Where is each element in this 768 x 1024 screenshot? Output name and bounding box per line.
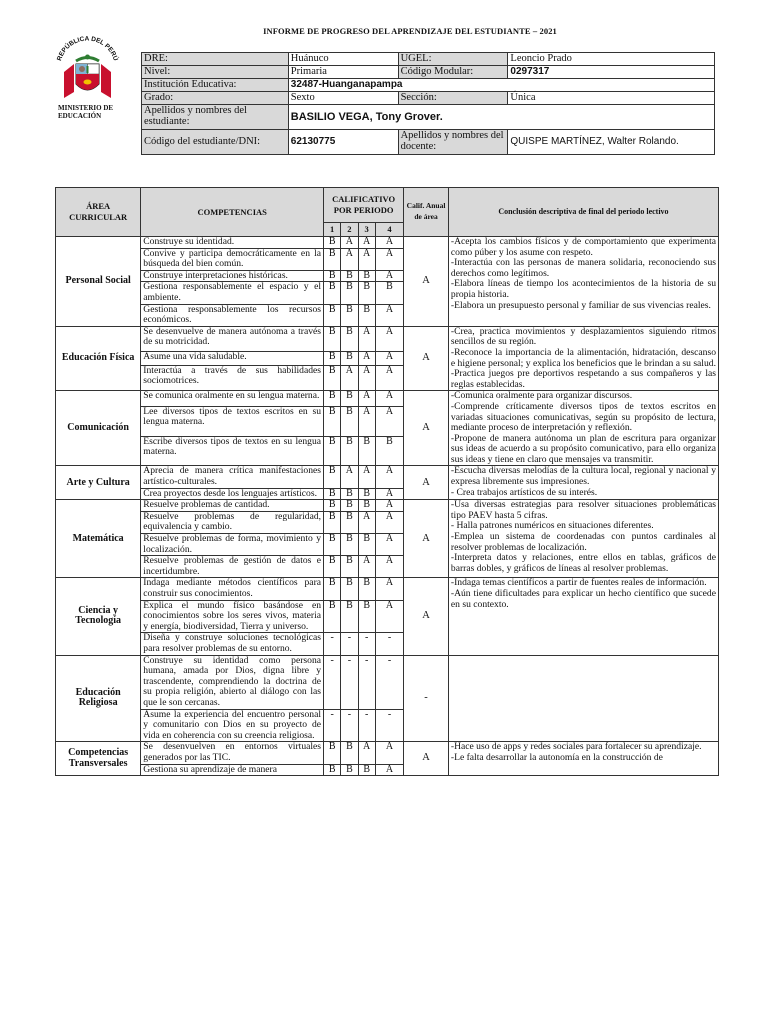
- conclusion-line: -Interpreta datos y relaciones, entre ellos en tablas, gráficos de barras dobles, y gráficos de líneas al resolver problemas.: [450, 552, 716, 574]
- grade-period-4: B: [375, 282, 403, 304]
- grade-period-4: B: [375, 436, 403, 466]
- grade-period-2: B: [341, 500, 358, 512]
- grade-period-2: B: [341, 578, 358, 600]
- area-name: Arte y Cultura: [56, 466, 141, 500]
- grade-period-4: -: [375, 633, 403, 655]
- grade-period-3: A: [358, 406, 375, 436]
- grade-period-3: B: [358, 600, 375, 633]
- grade-period-3: B: [358, 304, 375, 326]
- info-row: [142, 53, 715, 66]
- conclusion-line: -Aún tiene dificultades para explicar un hecho científico que sucede en su contexto.: [450, 588, 716, 610]
- grade-period-1: B: [324, 304, 341, 326]
- annual-grade: A: [404, 500, 449, 578]
- area-name: Educación Física: [56, 326, 141, 391]
- grade-period-3: A: [358, 237, 375, 249]
- area-name: Matemática: [56, 500, 141, 578]
- competencia-text: Resuelve problemas de gestión de datos e incertidumbre.: [141, 556, 324, 578]
- estudiante-label: Apellidos y nombres del estudiante:: [142, 105, 289, 130]
- grade-period-1: B: [324, 500, 341, 512]
- codigo-estudiante-value: 62130775: [288, 130, 398, 155]
- conclusion-line: -Propone de manera autónoma un plan de escritura para organizar sus ideas de acuerdo a su propósito comunicativo, para ello organiza sus ideas y tiene en claro que mensajes va transmitir.: [450, 432, 716, 465]
- competencia-text: Crea proyectos desde los lenguajes artísticos.: [141, 488, 324, 500]
- competencia-text: Explica el mundo físico basándose en conocimientos sobre los seres vivos, materia y energía, biodiversidad, Tierra y universo.: [141, 600, 324, 633]
- dre-value: Huánuco: [288, 53, 398, 66]
- grade-period-3: -: [358, 633, 375, 655]
- grade-period-4: A: [375, 248, 403, 270]
- header-row: [56, 188, 719, 223]
- grade-period-4: A: [375, 391, 403, 407]
- grade-period-4: A: [375, 488, 403, 500]
- grade-period-1: B: [324, 436, 341, 466]
- competencia-text: Gestiona su aprendizaje de manera: [141, 764, 324, 776]
- area-name: Competencias Transversales: [56, 742, 141, 776]
- competencia-text: Se desenvuelve de manera autónoma a través de su motricidad.: [141, 326, 324, 352]
- competencia-row: [56, 391, 719, 407]
- grade-period-4: A: [375, 511, 403, 533]
- competencia-row: [56, 578, 719, 600]
- grade-period-2: B: [341, 534, 358, 556]
- competencia-text: Construye su identidad.: [141, 237, 324, 249]
- ministry-label: [58, 104, 113, 120]
- conclusion-line: -Indaga temas científicos a partir de fuentes reales de información.: [450, 577, 707, 589]
- header-period-3: 3: [358, 223, 375, 237]
- grade-period-1: B: [324, 488, 341, 500]
- grade-period-2: B: [341, 511, 358, 533]
- grade-period-3: A: [358, 466, 375, 488]
- grade-period-4: A: [375, 500, 403, 512]
- info-row: [142, 79, 715, 92]
- grade-period-4: A: [375, 742, 403, 764]
- competencia-row: [56, 742, 719, 764]
- institucion-label: Institución Educativa:: [142, 79, 289, 92]
- header-calificativo: CALIFICATIVO POR PERIODO: [324, 188, 404, 223]
- grade-period-1: -: [324, 633, 341, 655]
- area-name: Ciencia y Tecnología: [56, 578, 141, 655]
- grade-period-4: A: [375, 406, 403, 436]
- seccion-label: Sección:: [398, 92, 508, 105]
- docente-label: Apellidos y nombres del docente:: [398, 130, 508, 155]
- grade-period-4: A: [375, 600, 403, 633]
- grade-period-3: B: [358, 270, 375, 282]
- annual-grade: A: [404, 578, 449, 655]
- competencia-row: [56, 466, 719, 488]
- competencia-text: Construye su identidad como persona humana, amada por Dios, digna libre y trascendente, comprendiendo la doctrina de su propia religión, abierto al diálogo con las que le son cercanas.: [141, 655, 324, 709]
- conclusion-line: -Escucha diversas melodías de la cultura local, regional y nacional y expresa libremente sus impresiones.: [450, 465, 716, 488]
- competencia-text: Asume una vida saludable.: [141, 352, 324, 365]
- header-period-4: 4: [375, 223, 403, 237]
- grade-period-1: B: [324, 282, 341, 304]
- grade-period-4: A: [375, 270, 403, 282]
- grade-period-1: B: [324, 556, 341, 578]
- conclusion-line: -Hace uso de apps y redes sociales para fortalecer su aprendizaje.: [450, 741, 702, 753]
- conclusion-line: -Elabora líneas de tiempo los acontecimientos de la historia de su propia historia.: [450, 278, 716, 300]
- grade-period-1: B: [324, 578, 341, 600]
- competencia-text: Gestiona responsablemente los recursos económicos.: [141, 304, 324, 326]
- grades-table: [55, 187, 719, 776]
- ugel-value: Leoncio Prado: [508, 53, 715, 66]
- grade-period-2: B: [341, 556, 358, 578]
- grado-label: Grado:: [142, 92, 289, 105]
- grade-period-3: A: [358, 391, 375, 407]
- grade-period-2: -: [341, 633, 358, 655]
- grade-period-3: B: [358, 488, 375, 500]
- grade-period-2: B: [341, 488, 358, 500]
- conclusion-line: -Usa diversas estrategias para resolver situaciones problemáticas tipo PAEV hasta 5 cifras.: [450, 499, 716, 521]
- grade-period-3: A: [358, 365, 375, 391]
- grade-period-2: A: [341, 365, 358, 391]
- document-title: INFORME DE PROGRESO DEL APRENDIZAJE DEL ESTUDIANTE – 2021: [263, 26, 557, 36]
- competencia-text: Diseña y construye soluciones tecnológicas para resolver problemas de su entorno.: [141, 633, 324, 655]
- annual-grade: A: [404, 466, 449, 500]
- header-period-2: 2: [341, 223, 358, 237]
- grade-period-1: B: [324, 742, 341, 764]
- info-row: [142, 92, 715, 105]
- grade-period-1: B: [324, 391, 341, 407]
- grade-period-4: A: [375, 304, 403, 326]
- competencia-text: Asume la experiencia del encuentro personal y comunitario con Dios en su proyecto de vida en coherencia con su creencia religiosa.: [141, 709, 324, 742]
- annual-grade: A: [404, 742, 449, 776]
- header-period-1: 1: [324, 223, 341, 237]
- area-name: Comunicación: [56, 391, 141, 466]
- grade-period-3: A: [358, 248, 375, 270]
- annual-grade: A: [404, 326, 449, 391]
- grade-period-4: A: [375, 352, 403, 365]
- conclusion-line: - Crea trabajos artísticos de su interés.: [450, 486, 598, 498]
- conclusion-line: -Comprende críticamente diversos tipos de textos escritos en variadas situaciones comunicativas, según su propósito de lectura, mediante proceso de interpretación y reflexión.: [450, 400, 716, 434]
- codigo-modular-label: Código Modular:: [398, 66, 508, 79]
- grade-period-2: A: [341, 466, 358, 488]
- grade-period-3: -: [358, 655, 375, 709]
- header-calif-anual: Calif. Anual de área: [404, 188, 449, 237]
- competencia-row: [56, 326, 719, 352]
- grade-period-2: A: [341, 248, 358, 270]
- competencia-text: Indaga mediante métodos científicos para construir sus conocimientos.: [141, 578, 324, 600]
- grade-period-4: A: [375, 365, 403, 391]
- conclusion-line: -Emplea un sistema de coordenadas con puntos cardinales al resolver problemas de localización.: [450, 531, 716, 553]
- grade-period-2: B: [341, 270, 358, 282]
- header-conclusion: Conclusión descriptiva de final del periodo lectivo: [448, 188, 718, 237]
- competencia-text: Lee diversos tipos de textos escritos en su lengua materna.: [141, 406, 324, 436]
- grade-period-3: A: [358, 742, 375, 764]
- competencia-row: [56, 655, 719, 709]
- competencia-text: Construye interpretaciones históricas.: [141, 270, 324, 282]
- estudiante-value: BASILIO VEGA, Tony Grover.: [288, 105, 714, 130]
- grade-period-3: B: [358, 500, 375, 512]
- grade-period-4: -: [375, 655, 403, 709]
- grade-period-1: -: [324, 709, 341, 742]
- conclusion-cell: [448, 391, 718, 466]
- conclusion-cell: [448, 466, 718, 500]
- grade-period-3: A: [358, 352, 375, 365]
- competencia-text: Resuelve problemas de forma, movimiento y localización.: [141, 534, 324, 556]
- conclusion-line: -Interactúa con las personas de manera solidaria, reconociendo sus derechos como legítimos.: [450, 257, 716, 279]
- competencia-text: Escribe diversos tipos de textos en su lengua materna.: [141, 436, 324, 466]
- grade-period-1: B: [324, 764, 341, 776]
- grade-period-2: -: [341, 709, 358, 742]
- ministry-line-2: EDUCACIÓN: [58, 112, 102, 120]
- peru-coat-of-arms-logo: [50, 28, 125, 103]
- competencia-text: Resuelve problemas de regularidad, equivalencia y cambio.: [141, 511, 324, 533]
- grade-period-2: B: [341, 282, 358, 304]
- grade-period-2: -: [341, 655, 358, 709]
- competencia-text: Aprecia de manera crítica manifestaciones artístico-culturales.: [141, 466, 324, 488]
- competencia-text: Convive y participa democráticamente en la búsqueda del bien común.: [141, 248, 324, 270]
- grade-period-2: B: [341, 304, 358, 326]
- grade-period-4: A: [375, 466, 403, 488]
- conclusion-cell: [448, 655, 718, 742]
- grade-period-2: B: [341, 352, 358, 365]
- grade-period-3: A: [358, 556, 375, 578]
- student-info-table: [141, 52, 715, 155]
- grade-period-2: B: [341, 391, 358, 407]
- nivel-label: Nivel:: [142, 66, 289, 79]
- annual-grade: A: [404, 391, 449, 466]
- grade-period-1: B: [324, 326, 341, 352]
- coat-of-arms-icon: [50, 28, 125, 103]
- grade-period-4: A: [375, 237, 403, 249]
- conclusion-cell: [448, 237, 718, 327]
- grade-period-2: A: [341, 237, 358, 249]
- header-competencias: COMPETENCIAS: [141, 188, 324, 237]
- conclusion-line: -Reconoce la importancia de la alimentación, hidratación, descanso e higiene personal; y explica los beneficios que le brindan a su salud.: [450, 346, 716, 369]
- grade-period-3: B: [358, 578, 375, 600]
- ugel-label: UGEL:: [398, 53, 508, 66]
- grade-period-2: B: [341, 436, 358, 466]
- competencia-row: [56, 237, 719, 249]
- grade-period-1: B: [324, 511, 341, 533]
- conclusion-cell: [448, 742, 718, 776]
- conclusion-line: -Practica juegos pre deportivos respetando a sus compañeros y las reglas establecidas.: [450, 368, 716, 390]
- conclusion-line: -Comunica oralmente para organizar discursos.: [450, 390, 633, 402]
- conclusion-line: -Le falta desarrollar la autonomía en la construcción de: [450, 751, 663, 763]
- grade-period-1: B: [324, 600, 341, 633]
- grade-period-1: B: [324, 534, 341, 556]
- conclusion-cell: [448, 578, 718, 655]
- grade-period-4: -: [375, 709, 403, 742]
- grade-period-3: A: [358, 511, 375, 533]
- grade-period-2: B: [341, 326, 358, 352]
- area-name: Educación Religiosa: [56, 655, 141, 742]
- conclusion-cell: [448, 500, 718, 578]
- grade-period-3: B: [358, 764, 375, 776]
- annual-grade: A: [404, 237, 449, 327]
- competencia-text: Resuelve problemas de cantidad.: [141, 500, 324, 512]
- grado-value: Sexto: [288, 92, 398, 105]
- grade-period-2: B: [341, 764, 358, 776]
- annual-grade: -: [404, 655, 449, 742]
- grade-period-3: B: [358, 282, 375, 304]
- grade-period-4: A: [375, 326, 403, 352]
- logo-ring-text: REPÚBLICA DEL PERÚ: [56, 35, 119, 62]
- competencia-text: Interactúa a través de sus habilidades sociomotrices.: [141, 365, 324, 391]
- grade-period-1: B: [324, 365, 341, 391]
- grade-period-1: B: [324, 406, 341, 436]
- grade-period-4: A: [375, 534, 403, 556]
- grade-period-4: A: [375, 764, 403, 776]
- conclusion-line: - Halla patrones numéricos en situaciones diferentes.: [450, 520, 654, 532]
- institucion-value: 32487-Huanganapampa: [288, 79, 714, 92]
- grade-period-1: -: [324, 655, 341, 709]
- conclusion-line: -Crea, practica movimientos y desplazamientos siguiendo ritmos sencillos de su región.: [450, 325, 716, 348]
- info-row: [142, 130, 715, 155]
- grade-period-1: B: [324, 352, 341, 365]
- competencia-text: Se desenvuelven en entornos virtuales generados por las TIC.: [141, 742, 324, 764]
- grades-body: [56, 237, 719, 776]
- grade-period-1: B: [324, 237, 341, 249]
- competencia-text: Gestiona responsablemente el espacio y el ambiente.: [141, 282, 324, 304]
- grade-period-2: B: [341, 742, 358, 764]
- grade-period-1: B: [324, 466, 341, 488]
- info-row: [142, 66, 715, 79]
- grade-period-3: -: [358, 709, 375, 742]
- conclusion-cell: [448, 326, 718, 391]
- grade-period-2: B: [341, 600, 358, 633]
- grade-period-4: A: [375, 578, 403, 600]
- codigo-modular-value: 0297317: [508, 66, 715, 79]
- grade-period-3: B: [358, 436, 375, 466]
- conclusion-line: -Elabora un presupuesto personal y familiar de sus vivencias reales.: [450, 299, 711, 311]
- grade-period-3: B: [358, 534, 375, 556]
- area-name: Personal Social: [56, 237, 141, 327]
- dre-label: DRE:: [142, 53, 289, 66]
- grade-period-2: B: [341, 406, 358, 436]
- conclusion-line: -Acepta los cambios físicos y de comportamiento que experimenta como púber y los asume con respeto.: [450, 236, 716, 258]
- grade-period-4: A: [375, 556, 403, 578]
- competencia-text: Se comunica oralmente en su lengua materna.: [141, 391, 324, 407]
- grade-period-1: B: [324, 270, 341, 282]
- nivel-value: Primaria: [288, 66, 398, 79]
- info-row: [142, 105, 715, 130]
- grade-period-3: A: [358, 326, 375, 352]
- competencia-row: [56, 500, 719, 512]
- grade-period-1: B: [324, 248, 341, 270]
- ministry-line-1: MINISTERIO DE: [58, 104, 114, 112]
- seccion-value: Única: [508, 92, 715, 105]
- docente-value: QUISPE MARTÍNEZ, Walter Rolando.: [508, 130, 715, 155]
- header-area: ÁREA CURRICULAR: [56, 188, 141, 237]
- codigo-estudiante-label: Código del estudiante/DNI:: [142, 130, 289, 155]
